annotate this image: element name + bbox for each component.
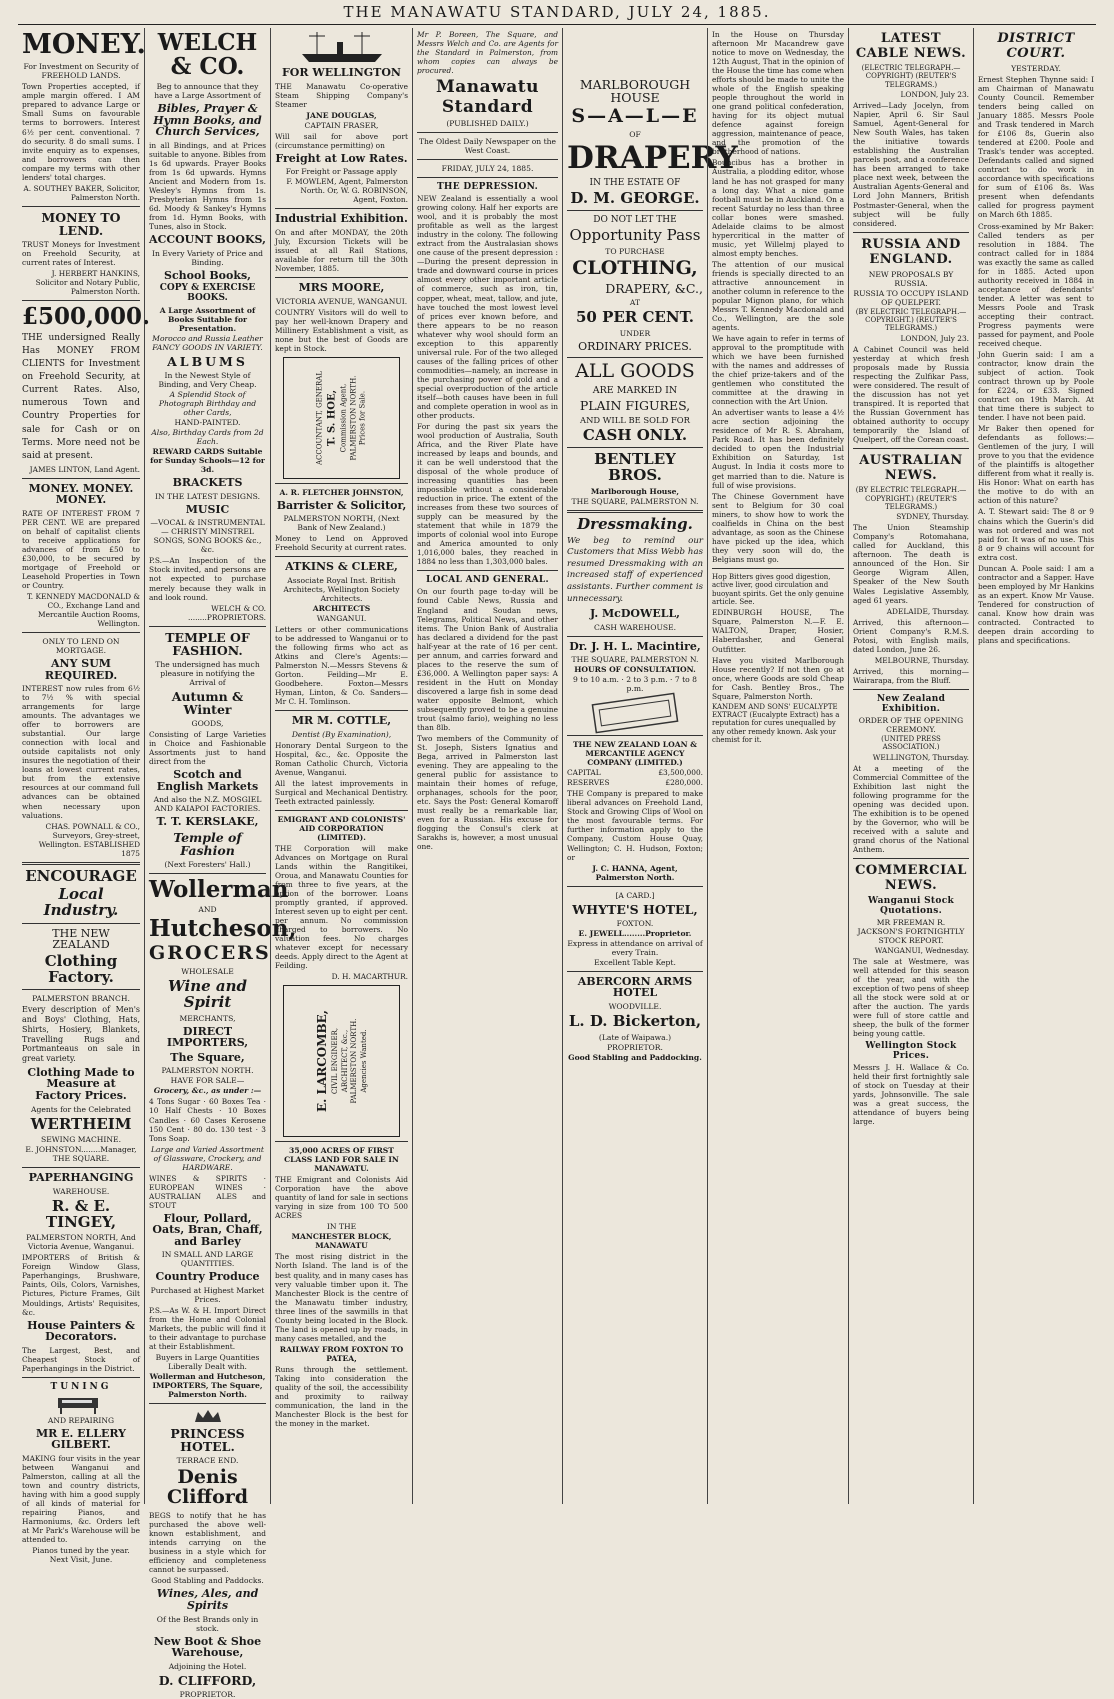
- ledger-body: In Every Variety of Price and Binding.: [152, 248, 263, 267]
- larcombe-line3: PALMERSTON NORTH.: [349, 1018, 358, 1104]
- ship-name: JANE DOUGLAS,: [306, 110, 377, 120]
- piano-icon: [56, 1394, 106, 1414]
- hoe-card: [283, 357, 400, 479]
- stock-body: The sale at Westmere, was well attended for this season of the year, and with the exception of two pens of sheep all the stock were sold at or after the auction. The yards were full of store cattle and sheep, the bulk of the former being young cattle.: [853, 956, 969, 1039]
- freight-sub: For Freight or Passage apply: [285, 167, 398, 177]
- atkins-wanganui: WANGANUI.: [316, 613, 367, 623]
- acres-body: THE Emigrant and Colonists Aid Corporation have the above quantity of land for sale in sections varying in size from 100 TO 500 ACRES: [275, 1175, 408, 1221]
- hand-painted: HAND-PAINTED.: [174, 418, 241, 428]
- welch-body2: in all Bindings, and at Prices suitable to anyone. Bibles from 1s 6d upwards. Prayer Books from 1s 6d upwards. Hymns Ancient and Modern from 1s. Wesley's Hymns from 1s. Presbyterian Hymns from 1s 6d. Moody & Sankey's Hymns from 1d. Hymn Books, with Tunes, also in Stock.: [149, 140, 266, 232]
- mortgage-ad-head: ANY SUM REQUIRED.: [44, 657, 118, 682]
- macintire-name: Dr. J. H. L. Macintire,: [569, 639, 701, 653]
- under-label: UNDER: [619, 329, 651, 339]
- consultation-hours: HOURS OF CONSULTATION.: [574, 665, 696, 675]
- cottle-body2: All the latest improvements in Surgical and Mechanical Dentistry. Teeth extracted painlessly.: [275, 778, 408, 806]
- drapery-title: DRAPERY: [567, 140, 738, 177]
- exhibition-title: Industrial Exhibition.: [275, 212, 408, 226]
- moore-body: COUNTRY Visitors will do well to pay her well-known Drapery and Millinery Establishment a visit, as none but the best of Goods are kept in Stock.: [275, 307, 408, 353]
- fancy-goods: Morocco and Russia Leather FANCY GOODS IN VARIETY.: [152, 334, 263, 353]
- court-body-3: John Guerin said: I am a contractor, know drain the subject of action. Took contract thrown up by Poole for £224, or £33. Signed contract on 19th March. At that time there is subject to tender. I have not been paid.: [978, 349, 1094, 423]
- produce-heading: Country Produce: [155, 1270, 260, 1284]
- depression-body1: NEW Zealand is essentially a wool growing colony. Half her exports are wool, and it is probably the most profitable as well as the largest industry in the colony. The following extract from the Australasian shows one cause of the present depression :—During the present depression in trade and downward course in prices almost every other important article of commerce, such as iron, tin, copper, wheat, meat, tallow, and jute, have touched the most lowest level of prices ever known before, and there appears to be no reason whatever why wool should form an exception to this apparently universal rule. For of the two alleged causes of the falling prices of other commodities—namely, an increase in the purchasing power of gold and a special overproduction of the article itself—both causes have been in full and complete operation in wool as in other products.: [417, 194, 558, 420]
- wellington-stock-heading: Wellington Stock Prices.: [865, 1041, 957, 1062]
- wholesale-label: WHOLESALE: [181, 967, 234, 977]
- russia-england-heading: RUSSIA AND ENGLAND.: [861, 236, 961, 267]
- column-6: [707, 28, 848, 1504]
- terrace-end: TERRACE END.: [176, 1456, 239, 1466]
- temple-of-fashion: Temple of Fashion: [173, 829, 242, 858]
- court-body-1: Ernest Stephen Thynne said: I am Chairman of Manawatu County Council. Remember tenders being called on January 1885. Messrs Poole and Trask tendered in March for £106 8s, Guerin also tendered at £200. Poole and Trask's tender was accepted. Defendants called and signed contract to do work in accordance with specifications for sum of £106 8s. Was present when defendants called for progress payment on March 6th 1885.: [978, 75, 1094, 220]
- albums-body: In the Newest Style of Binding, and Very Cheap.: [158, 371, 257, 390]
- adelaide-body: Arrived, this afternoon—Orient Company's R.M.S. Potosi, with English mails, dated London, June 26.: [853, 617, 969, 654]
- press-assoc: (UNITED PRESS ASSOCIATION.): [881, 734, 941, 752]
- wertheim-signature: E. JOHNSTON........Manager, THE SQUARE.: [25, 1145, 137, 1164]
- bickerton-proprietor: PROPRIETOR.: [607, 1042, 663, 1052]
- warehouse-label: WAREHOUSE.: [52, 1186, 110, 1196]
- freight-rates: Freight at Low Rates.: [275, 151, 408, 165]
- glassware: Large and Varied Assortment of Glassware, Crockery, and HARDWARE.: [151, 1144, 264, 1172]
- drapery-etc: DRAPERY, &C.,: [605, 281, 703, 297]
- reserves-row: [567, 778, 703, 787]
- larcombe-line2: ARCHITECT, &c.,: [340, 1030, 349, 1093]
- markets: Scotch and English Markets: [156, 768, 259, 793]
- mortgage-ad-title: ONLY TO LEND ON MORTGAGE.: [42, 637, 120, 656]
- encourage-title: ENCOURAGE: [25, 866, 137, 885]
- tingey-subtitle: PALMERSTON NORTH, And Victoria Avenue, Wanganui.: [26, 1233, 136, 1252]
- percent-off: 50 PER CENT.: [575, 308, 695, 327]
- dont-label: DO NOT LET THE: [593, 215, 677, 226]
- reserves-label: RESERVES: [567, 778, 610, 788]
- money3-ad-title: MONEY. MONEY. MONEY.: [28, 481, 134, 507]
- wertheim-title: WERTHEIM: [30, 1114, 132, 1133]
- presentation-books: A Large Assortment of Books Suitable for Presentation.: [159, 306, 256, 334]
- pounds-ad-signature: JAMES LINTON, Land Agent.: [29, 464, 140, 474]
- wines-ales: Wines, Ales, and Spirits: [156, 1587, 259, 1612]
- local-body2: Two members of the Community of St. Joseph, Sisters Ignatius and Bega, arrived in Palmerston last evening. They are appealing to the general public for assistance to maintain their homes of refuge, orphanages, schools for the poor, etc. Says the Post: General Komaroff must really be a remarkable liar, even for a Russian. His excuse for flogging the Consul's clerk at Sarakhs is, however, a most unusual one.: [417, 733, 558, 852]
- square-address: THE SQUARE, PALMERSTON N.: [571, 496, 699, 506]
- cash-warehouse: CASH WAREHOUSE.: [593, 622, 677, 632]
- dentist: Dentist (By Examination),: [291, 729, 392, 739]
- cash-only: CASH ONLY.: [582, 425, 688, 444]
- nz-clothing-title: THE NEW ZEALAND: [52, 926, 110, 952]
- kerslake: T. T. KERSLAKE,: [156, 815, 259, 829]
- wines-spirits-list: WINES & SPIRITS · EUROPEAN WINES · AUSTRALIAN ALES and STOUT: [149, 1173, 266, 1210]
- woodville: WOODVILLE.: [608, 1001, 662, 1011]
- welch-title: WELCH & CO.: [157, 29, 258, 81]
- capital-row: [567, 768, 703, 777]
- hours-list: 9 to 10 a.m. · 2 to 3 p.m. · 7 to 8 p.m.: [573, 675, 697, 694]
- aus-sub: (BY ELECTRIC TELEGRAPH.—COPYRIGHT.) (REUTER'S TELEGRAMS.): [855, 486, 967, 511]
- news-body3: We have again to refer in terms of approval to the promptitude with which we have been furnished with the names and addresses of the chief prize-takers and of the gentlemen who constituted the committee at the drawing in connection with the Art Union.: [712, 334, 844, 407]
- depression-heading: THE DEPRESSION.: [436, 182, 539, 193]
- goods-label: GOODS,: [191, 719, 224, 729]
- denis-body: BEGS to notify that he has purchased the above well-known establishment, and intends carrying on the business in a style which for efficiency and completeness cannot be surpassed.: [149, 1511, 266, 1575]
- bibles-heading: Bibles, Prayer & Hymn Books, and Church Services,: [153, 102, 262, 139]
- merchants-label: MERCHANTS,: [179, 1013, 236, 1023]
- fashion-title: TEMPLE OF FASHION.: [165, 629, 250, 658]
- mortgage-ad-signature: CHAS. POWNALL & CO., Surveyors, Grey-street, Wellington. ESTABLISHED 1875: [38, 821, 140, 858]
- pn-label: PALMERSTON NORTH.: [161, 1066, 254, 1076]
- foxton-label: FOXTON.: [616, 918, 654, 928]
- pounds-ad-title: £500,000.: [22, 303, 151, 331]
- latest-designs: IN THE LATEST DESIGNS.: [155, 491, 260, 501]
- wollerman-title: Wollerman: [149, 876, 289, 904]
- news-body5: The Chinese Government have sent to Belgium for 30 coal miners, to show how to work the coalfields in China on the best advantage, as soon as the Chinese have picked up the idea, which they very soon will do, the Belgians must go.: [712, 491, 844, 564]
- seal-stamp-icon: [590, 695, 680, 731]
- ledger-heading: ACCOUNT BOOKS,: [149, 233, 266, 247]
- steamship-icon: [297, 30, 387, 64]
- grocery-list: 4 Tons Sugar · 60 Boxes Tea · 10 Half Chests · 10 Boxes Candles · 60 Cases Kerosene 150 Cent · 80 do. 130 test · 3 Tons Soap.: [149, 1097, 266, 1143]
- atkins-title: ATKINS & CLERE,: [285, 560, 398, 574]
- express-note: Express in attendance on arrival of every Train.: [567, 938, 703, 957]
- larcombe-name: E. LARCOMBE,: [314, 1010, 329, 1113]
- marlborough-house: MARLBOROUGH HOUSE: [579, 77, 691, 106]
- court-body-5: A. T. Stewart said: The 8 or 9 chains which the Guerin's did was not ordered and was not paid for. It was of no use. This 8 or 9 chains will account for extra cost.: [978, 507, 1094, 562]
- hoe-name: T. S. HOE,: [325, 389, 337, 446]
- loan-company-title: THE NEW ZEALAND LOAN & MERCANTILE AGENCY COMPANY (LIMITED.): [572, 740, 698, 768]
- commercial-news-heading: COMMERCIAL NEWS.: [855, 862, 967, 893]
- capital-label: CAPITAL: [567, 768, 601, 778]
- money-ad-subtitle: For Investment on Security of FREEHOLD LANDS.: [23, 62, 139, 81]
- news-body2: Bouncibus has a brother in Australia, a plodding editor, whose land he has not grasped for many a long day. What a nice game football must be in Auckland. On a recent Saturday no less than three collar bones were smashed. Adelaide claims to be almost hypercritical in the matter of music, yet Willelmj played to almost empty benches.: [712, 158, 844, 258]
- adjoining: Adjoining the Hotel.: [168, 1661, 247, 1671]
- encourage-subtitle: Local Industry.: [43, 885, 119, 920]
- ship-body2: Will sail for above port (circumstance permitting) on: [275, 131, 408, 150]
- mosgiel: And also the N.Z. MOSGIEL AND KAIAPOI FACTORIES.: [153, 795, 262, 814]
- reserves-value: £280,000.: [665, 778, 703, 788]
- abercorn-hotel: ABERCORN ARMS HOTEL: [577, 974, 693, 1000]
- freight-signature: F. MOWLEM, Agent, Palmerston North. Or, W. G. ROBINSON, Agent, Foxton.: [286, 177, 408, 205]
- estate-label: IN THE ESTATE OF: [589, 177, 681, 188]
- fashion-body: The undersigned has much pleasure in notifying the Arrival of: [155, 659, 260, 687]
- money3-ad-body: RATE OF INTEREST FROM 7 PER CENT. WE are prepared on behalf of capitalist clients to receive applications for advances of from £50 to £30,000, to be secured by mortgage of Freehold or Leasehold Properties in Town or Country.: [22, 508, 140, 590]
- birthday-cards: Also, Birthday Cards from 2d Each.: [151, 428, 264, 447]
- princess-hotel: PRINCESS HOTEL.: [170, 1426, 245, 1455]
- hutcheson-title: Hutcheson,: [149, 915, 297, 943]
- wh-signature: Wollerman and Hutcheson, IMPORTERS, The Square, Palmerston North.: [149, 1372, 266, 1400]
- jackson-report: MR FREEMAN R. JACKSON'S FORTNIGHTLY STOCK REPORT.: [857, 917, 965, 945]
- quelpert: RUSSIA TO OCCUPY ISLAND OF QUELPERT.: [853, 288, 969, 307]
- cottle-title: MR M. COTTLE,: [291, 714, 392, 728]
- news-body4: An advertiser wants to lease a 4½ acre section adjoining the residence of Mr R. S. Abraham, Park Road. It has been definitely decided to open the Industrial Exhibition on Saturday, 1st August. In India it costs more to get married than to die. Nature is full of wise provisions.: [712, 408, 844, 490]
- clothing-title: CLOTHING,: [572, 257, 698, 280]
- hop-bitters-ad: Hop Bitters gives good digestion, active liver, good circulation and buoyant spirits. Get the only genuine article. See.: [712, 572, 844, 606]
- nz-exhibition-heading: New Zealand Exhibition.: [876, 693, 946, 714]
- have-for-sale: HAVE FOR SALE—: [170, 1076, 245, 1086]
- albums-heading: ALBUMS: [167, 354, 248, 370]
- emigrant-body: THE Corporation will make Advances on Mortgage on Rural Lands within the Rangitikei, Oroua, and Manawatu Counties for from three to five years, at the option of the borrower. Loans promptly granted, if approved. Interest seven up to eight per cent. per annum. No commission charged to borrowers. No valuation fees. No charges whatever except for necessary deeds. Apply direct to the Agent at Feilding.: [275, 843, 408, 971]
- agents-note: Mr P. Boreen, The Square, and Messrs Welch and Co. are Agents for the Standard in Palmerston, from whom copies can always be procured.: [417, 30, 558, 76]
- wertheim-pre: Agents for the Celebrated: [30, 1104, 132, 1114]
- music-body: P.S.—An Inspection of the Stock invited, and persons are not expected to purchase merely because they walk in and look round.: [149, 556, 266, 602]
- court-body-4: Mr Baker then opened for defendants as follows:—Gentlemen of the jury, I will prove to you that the evidence of the plaintiffs is altogether different from what it really is. His Honor: What on earth has the motive to do with an action of this nature?: [978, 424, 1094, 506]
- australian-news-heading: AUSTRALIAN NEWS.: [859, 453, 963, 484]
- money-ad-title: MONEY.: [22, 29, 146, 60]
- marked-label: ARE MARKED IN: [592, 384, 678, 396]
- architects: ARCHITECTS: [312, 603, 371, 613]
- paperhanging-title: PAPERHANGING: [28, 1171, 134, 1185]
- music-heading: MUSIC: [185, 502, 230, 516]
- court-body-6: Duncan A. Poole said: I am a contractor and a Sapper. Have been employed by Mr Hankins as an expert. Know Mr Vause. Tendered for construction of canal. Know how drain was contracted. Contracted to deepen drain according to plans and specifications.: [978, 563, 1094, 645]
- brackets-heading: BRACKETS: [172, 476, 243, 490]
- square-label: The Square,: [170, 1050, 245, 1064]
- pounds-ad-body: THE undersigned Really Has MONEY FROM CLIENTS for Investment on Freehold Security, at Current Rates. Also, numerous Town and Country Properties for sale for Cash or on Terms. More need not be said at present.: [22, 333, 140, 461]
- flour-sub: IN SMALL AND LARGE QUANTITIES.: [161, 1250, 254, 1269]
- wellington-date: WELLINGTON, Thursday.: [872, 752, 969, 762]
- tingey-title: R. & E. TINGEY,: [45, 1196, 117, 1231]
- manchester-block: MANCHESTER BLOCK, MANAWATU: [291, 1232, 392, 1251]
- larcombe-card: [283, 985, 400, 1137]
- marlborough-advt: Have you visited Marlborough House recently? If not then go at once, where Goods are sold Cheap for Cash. Bentley Bros., The Square, Palmerston North.: [712, 655, 844, 701]
- autumn-winter: Autumn & Winter: [171, 688, 244, 717]
- whyte-hotel: WHYTE'S HOTEL,: [572, 901, 698, 917]
- mcdowell-name: J. McDOWELL,: [589, 607, 681, 621]
- mortgage-ad-body: INTEREST now rules from 6½ to 7½ % with special arrangements for large amounts. The advantages we offer to borrowers are substantial. Our large connection with local and outside capitalists not only insures the negotiation of their loans at lowest current rates, but from the extensive resources at our command full advances can be obtained when necessary upon valuations.: [22, 684, 140, 820]
- kandem-ad: KANDEM AND SONS' EUCALYPTE EXTRACT (Eucalypte Extract) has a reputation for cures unequalled by any other remedy known. Ask your chemist for it.: [712, 702, 840, 745]
- court-body-2: Cross-examined by Mr Baker: Called tenders as per resolution in 1884. The contract called for in 1884 was exactly the same as called for in 1885. Acted upon authority received in 1884 in acceptance of defendants' tender. A letter was sent to Messrs Poole and Trask accepting their contract. Progress payments were passed for payment, and Poole received cheque.: [978, 221, 1094, 348]
- sold-for: AND WILL BE SOLD FOR: [580, 414, 690, 425]
- produce-sub: Purchased at Highest Market Prices.: [150, 1285, 265, 1304]
- measure-line: Clothing Made to Measure at Factory Prices.: [27, 1065, 135, 1103]
- column-4: [412, 28, 562, 1504]
- branch-body: Every description of Men's and Boys' Clothing, Hats, Shirts, Hosiery, Blankets, Travelling Rugs and Portmanteaus on sale in great variety.: [22, 1005, 140, 1064]
- temple-sub: (Next Foresters' Hall.): [164, 860, 251, 870]
- gilbert-name: MR E. ELLERY GILBERT.: [35, 1426, 127, 1452]
- exhibition-body: On and after MONDAY, the 20th July, Excursion Tickets will be issued at all Rail Stations, available for return till the 30th November, 1885.: [275, 227, 408, 273]
- jewell-proprietor: E. JEWELL........Proprietor.: [578, 928, 692, 938]
- local-body: On our fourth page to-day will be found Cable News, Russia and England and Soudan news, Telegrams, Political News, and other items. The Union Bank of Australia has declared a dividend for the past half-year at the rate of 16 per cent. per annum, and carries forward and places to the reserve the sum of £36,000. A Wellington paper says: A resident in the Hutt on Monday discovered a large fish in some dead water opposite Belmont, which subsequently proved to be a genuine trout (salmo fario), weighing no less than 8lb.: [417, 587, 558, 732]
- wellington-stock-body: Messrs J. H. Wallace & Co. held their first fortnightly sale of stock on Tuesday at their yards, Johnsonville. The sale was a great success, the attendance of buyers being large.: [853, 1063, 969, 1127]
- fletcher-body: Money to Lend on Approved Freehold Security at current rates.: [275, 534, 408, 553]
- adelaide-date: ADELAIDE, Thursday.: [886, 606, 969, 616]
- column-2: [144, 28, 297, 1699]
- hoe-line1: ACCOUNTANT, GENERAL: [314, 370, 323, 465]
- dressmaking-title: Dressmaking.: [577, 514, 693, 533]
- music-sub: —VOCAL & INSTRUMENTAL— CHRISTY MINSTREL SONGS, SONG BOOKS &c., &c.: [150, 518, 265, 555]
- sewing-machine: SEWING MACHINE.: [41, 1135, 121, 1145]
- larcombe-line1: CIVIL ENGINEER,: [330, 1028, 339, 1095]
- new-proposals: NEW PROPOSALS BY RUSSIA.: [868, 269, 954, 288]
- welch-body: Beg to announce that they have a Large Assortment of: [154, 82, 261, 101]
- wine-spirit: Wine and Spirit: [167, 977, 248, 1012]
- gilbert-body: MAKING four visits in the year between Wanganui and Palmerston, calling at all the town and country districts, having with him a good supply of all kinds of material for repairing Pianos, and Harmoniums, &c. Orders left at Mr Park's Warehouse will be attended to.: [22, 1453, 140, 1545]
- money-ad-body: Town Properties accepted, if ample margin offered. I AM prepared to advance Large or Small Sums on favourable terms to borrowers. Interest 6½ per cent. conventional. 7 do security. 8 do small sums. I invite enquiry as to expenses, and borrowers can then compare my terms with other lenders' total charges.: [22, 82, 140, 182]
- lend-ad-title: MONEY TO LEND.: [41, 209, 121, 238]
- column-1: [18, 28, 151, 1565]
- local-heading: LOCAL AND GENERAL.: [426, 575, 549, 586]
- sydney-date: SYDNEY, Thursday.: [896, 512, 969, 522]
- column-7: [848, 28, 973, 1504]
- marlborough-label: Marlborough House,: [590, 486, 680, 496]
- column-8: [973, 28, 1098, 1504]
- nz-clothing-subtitle: Clothing Factory.: [44, 951, 118, 986]
- photo-cards: A Splendid Stock of Photograph Birthday and other Cards,: [158, 390, 257, 418]
- good-stabling: Good Stabling and Paddocking.: [568, 1052, 702, 1062]
- of-label: OF: [629, 130, 641, 140]
- repairing-title: AND REPAIRING: [47, 1415, 115, 1425]
- tingey-body: IMPORTERS of British & Foreign Window Glass, Paperhangings, Brushware, Paints, Oils, Colors, Varnishes, Pictures, Picture Frames, Gilt Mouldings, Artists' Requisites, &c.: [22, 1253, 140, 1317]
- russia-body: A Cabinet Council was held yesterday at which fresh proposals made by Russia respecting the Zulfikar Pass, were considered. The result of the discussion has not yet transpired. It is reported that the Russian Government has obtained authority to occupy temporarily the Island of Quelpert, off the Corean coast.: [853, 344, 969, 445]
- buyers-note: Buyers in Large Quantities Liberally Dealt with.: [155, 1353, 260, 1372]
- lend-ad-body: TRUST Moneys for Investment on Freehold Security, at current rates of Interest.: [22, 239, 140, 267]
- at-label: AT: [629, 298, 641, 308]
- hanna-sig: J. C. HANNA, Agent, Palmerston North.: [592, 863, 678, 882]
- cable-sub: (ELECTRIC TELEGRAPH.—COPYRIGHT) (REUTER'S TELEGRAMS.): [861, 64, 961, 89]
- railway: RAILWAY FROM FOXTON TO PATEA,: [279, 1344, 404, 1363]
- sale-title: S—A—L—E: [571, 105, 699, 128]
- grocers-title: GROCERS: [149, 942, 271, 965]
- hoe-line4: Prices for Sale.: [358, 390, 367, 445]
- cable-news-heading: LATEST CABLE NEWS.: [855, 31, 967, 61]
- issue-date: FRIDAY, JULY 24, 1885.: [441, 164, 534, 174]
- bickerton-name: L. D. Bickerton,: [568, 1011, 702, 1030]
- hoe-line3: PALMERSTON NORTH.: [348, 375, 357, 461]
- melbourne-body: Arrived, this morning—Wairarapa, from the Bluff.: [853, 666, 969, 685]
- published-daily: (PUBLISHED DAILY.): [446, 119, 529, 129]
- atkins-body: Letters or other communications to be addressed to Wanganui or to the following firms who act as Atkins and Clere's Agents:—Palmerston N.—Messrs Stevens & Gorton. Feilding—Mr E. Goodbehere. Foxton—Messrs Hyman, Linton, & Co. Sanders—Mr C. H. Tomlinson.: [275, 624, 408, 707]
- depression-body2: For during the past six years the wool production of Australia, South Africa, and the River Plate have increased by leaps and bounds, and it can be well understood that the disposal of the whole produce of increasing quantities has been impossible without a considerable reduction in price. The extent of the increases from these two sources of supply can be measured by the statement that while in 1879 the imports of colonial wool into Europe and America amounted to only 1,016,000 bales, they reached in 1884 no less than 1,303,000 bales.: [417, 421, 558, 567]
- london-date-2: LONDON, July 23.: [900, 333, 969, 343]
- for-wellington: FOR WELLINGTON: [282, 66, 401, 79]
- gilbert-foot: Pianos tuned by the year. Next Visit, June.: [32, 1546, 130, 1565]
- grocery-label: Grocery, &c., as under :—: [153, 1086, 262, 1096]
- loan-body: THE Company is prepared to make liberal advances on Freehold Land, Stock and Growing Clips of Wool on the most favourable terms. For further information apply to the Company, Custom House Quay, Wellington; C. H. Hudson, Foxton; or: [567, 789, 703, 862]
- boot-warehouse: New Boot & Shoe Warehouse,: [153, 1634, 262, 1660]
- macintire-sub: THE SQUARE, PALMERSTON N.: [571, 655, 699, 665]
- block-body: The most rising district in the North Island. The land is of the best quality, and in many cases has very valuable timber upon it. The Manchester Block is the centre of the Manawatu timber industry, three lines of the sawmills in that County being located in the Block. The land is opened up by roads, in many cases metalled, and the: [275, 1252, 408, 1343]
- column-5: [562, 28, 738, 1504]
- lend-ad-signature: J. HERBERT HANKINS, Solicitor and Notary Public, Palmerston North.: [35, 269, 140, 297]
- quelpert-sub: (BY ELECTRIC TELEGRAPH.—COPYRIGHT.) (REUTER'S TELEGRAMS.): [855, 307, 967, 333]
- card-label: [A CARD.]: [615, 890, 655, 900]
- masthead-title: THE MANAWATU STANDARD, JULY 24, 1885.: [343, 3, 771, 21]
- captain: CAPTAIN FRASER,: [304, 120, 379, 130]
- direct-importers: DIRECT IMPORTERS,: [166, 1024, 249, 1050]
- branch-title: PALMERSTON BRANCH.: [32, 994, 130, 1004]
- newspaper-nameplate: Manawatu Standard: [435, 77, 540, 118]
- crown-icon: [193, 1408, 223, 1424]
- money-ad-signature: A. SOUTHEY BAKER, Solicitor, Palmerston North.: [23, 183, 140, 202]
- moore-sub: VICTORIA AVENUE, WANGANUI.: [275, 296, 408, 306]
- ship-body: THE Manawatu Co-operative Steam Shipping Company's Steamer: [275, 81, 408, 109]
- house-news: In the House on Thursday afternoon Mr Macandrew gave notice to move on Wednesday, the 12th August, That in the opinion of the House the time has come when efforts should be made to unite the whole of the English speaking people throughout the world in one grand political confederation, having for its object mutual defence against foreign aggression, maintenance of peace, and the promotion of the brotherhood of nations.: [712, 30, 844, 157]
- stabling: Good Stabling and Paddocks.: [151, 1576, 264, 1586]
- ordinary-prices: ORDINARY PRICES.: [578, 340, 692, 354]
- clifford-sig: D. CLIFFORD,: [158, 1672, 257, 1688]
- flour-heading: Flour, Pollard, Oats, Bran, Chaff, and Barley: [152, 1211, 263, 1248]
- order-ceremony: ORDER OF THE OPENING CEREMONY.: [858, 715, 964, 734]
- wanganui-date: WANGANUI, Wednesday.: [874, 945, 969, 955]
- brands: Of the Best Brands only in stock.: [156, 1614, 259, 1633]
- barrister: Barrister & Solicitor,: [276, 498, 407, 512]
- fletcher-sub: PALMERSTON NORTH, (Next Bank of New Zealand.): [283, 514, 400, 533]
- tuning-title: TUNING: [50, 1381, 112, 1392]
- all-goods: ALL GOODS: [575, 359, 695, 382]
- tingey-body2: The Largest, Best, and Cheapest Stock of Paperhangings in the District.: [22, 1345, 140, 1373]
- goods-body: Consisting of Large Varieties in Choice and Fashionable Assortments just to hand direct from the: [149, 730, 266, 767]
- purchase-label: TO PURCHASE: [605, 247, 665, 257]
- bentley-bros: BENTLEY BROS.: [594, 450, 676, 485]
- aus-body: The Union Steamship Company's Rotomahana, called for Auckland, this afternoon. The death is announced of the Hon. Sir George Wigram Allen, Speaker of the New South Wales Legislative Assembly, aged 61 years.: [853, 523, 969, 605]
- masthead-rule: [18, 24, 1096, 25]
- railway-body: Runs through the settlement. Taking into consideration the quality of the soil, the accessibility and proximity to railway communication, the land in the Manchester Block is the best for the money in the market.: [275, 1364, 408, 1428]
- cottle-body: Honorary Dental Surgeon to the Hospital, &c., &c. Opposite the Roman Catholic Church, Victoria Avenue, Wanganui.: [275, 740, 408, 777]
- emigrant-signature: D. H. MACARTHUR.: [331, 972, 408, 982]
- in-the: IN THE: [326, 1222, 357, 1232]
- edinburgh-house: EDINBURGH HOUSE, The Square, Palmerston N.—F. E. WALTON, Draper, Hosier, Haberdasher, and General Outfitter.: [712, 608, 844, 654]
- waipawa: (Late of Waipawa.): [598, 1032, 672, 1042]
- plain-figures: PLAIN FIGURES,: [579, 397, 691, 413]
- moore-title: MRS MOORE,: [298, 280, 385, 294]
- larcombe-line4: Agencies Wanted.: [359, 1029, 368, 1093]
- news-exhibition: The attention of our musical friends is specially directed to an attractive announcement in another column in reference to the popular Mignon plano, for which Messrs T. Kennedy Macdonald and Co., Wellington, are the sole agents.: [712, 259, 844, 332]
- ps-note: P.S.—As W. & H. Import Direct from the Home and Colonial Markets, the public will find it to their advantage to purchase at their Establishment.: [149, 1305, 266, 1352]
- column-3: [270, 28, 412, 1504]
- melbourne-date: MELBOURNE, Thursday.: [874, 655, 969, 665]
- yesterday-label: YESTERDAY.: [1011, 64, 1061, 73]
- money3-ad-signature: T. KENNEDY MACDONALD & CO., Exchange Land and Mercantile Auction Rooms, Wellington.: [26, 592, 140, 629]
- oldest-daily: The Oldest Daily Newspaper on the West Coast.: [418, 137, 557, 156]
- london-date-1: LONDON, July 23.: [900, 90, 969, 100]
- cable-body: Arrived—Lady Jocelyn, from Napier, April 6. Sir Saul Samuel, Agent-General for New South Wales, has taken the initiative towards establishing the Australian parcels post, and a conference has been arranged to take place next week, between the Australian Agents-General and Lord John Manners, British Postmaster-General, when the subject will be fully considered.: [853, 101, 969, 228]
- atkins-sub: Associate Royal Inst. British Architects, Wellington Society Architects.: [283, 575, 400, 603]
- and-label: AND: [198, 905, 217, 915]
- school-books: School Books,: [164, 268, 251, 282]
- acres-title: 35,000 ACRES OF FIRST CLASS LAND FOR SALE IN MANAWATU.: [284, 1146, 399, 1174]
- opportunity: Opportunity Pass: [569, 226, 701, 245]
- dressmaking-body: We beg to remind our Customers that Miss Webb has resumed Dressmaking with an increased staff of experienced assistants. Further comment is unnecessary.: [567, 535, 703, 604]
- reward-cards: REWARD CARDS Suitable for Sunday Schools—12 for 3d.: [150, 447, 265, 475]
- district-court-heading: DISTRICT COURT.: [997, 31, 1075, 61]
- capital-value: £3,500,000.: [658, 768, 703, 778]
- george-name: D. M. GEORGE.: [570, 188, 700, 207]
- welch-signature: WELCH & CO. ........PROPRIETORS.: [188, 603, 266, 622]
- house-painters: House Painters & Decorators.: [27, 1318, 135, 1344]
- nze-body: At a meeting of the Commercial Committee of the Exhibition last night the following programme for the opening was decided upon. The exhibition is to be opened by the Governor, who will be received with a salute and grand chorus of the National Anthem.: [853, 763, 969, 854]
- wanganui-quotations: Wanganui Stock Quotations.: [867, 895, 955, 916]
- proprietor: PROPRIETOR.: [179, 1689, 236, 1699]
- emigrant-title: EMIGRANT AND COLONISTS' AID CORPORATION (LIMITED).: [277, 814, 406, 842]
- copy-books: COPY & EXERCISE BOOKS.: [159, 283, 256, 303]
- table-note: Excellent Table Kept.: [594, 957, 676, 967]
- hoe-line2: Commission Agent,: [338, 383, 347, 452]
- fletcher-name: A. R. FLETCHER JOHNSTON,: [279, 487, 404, 497]
- denis-clifford: Denis Clifford: [166, 1466, 249, 1509]
